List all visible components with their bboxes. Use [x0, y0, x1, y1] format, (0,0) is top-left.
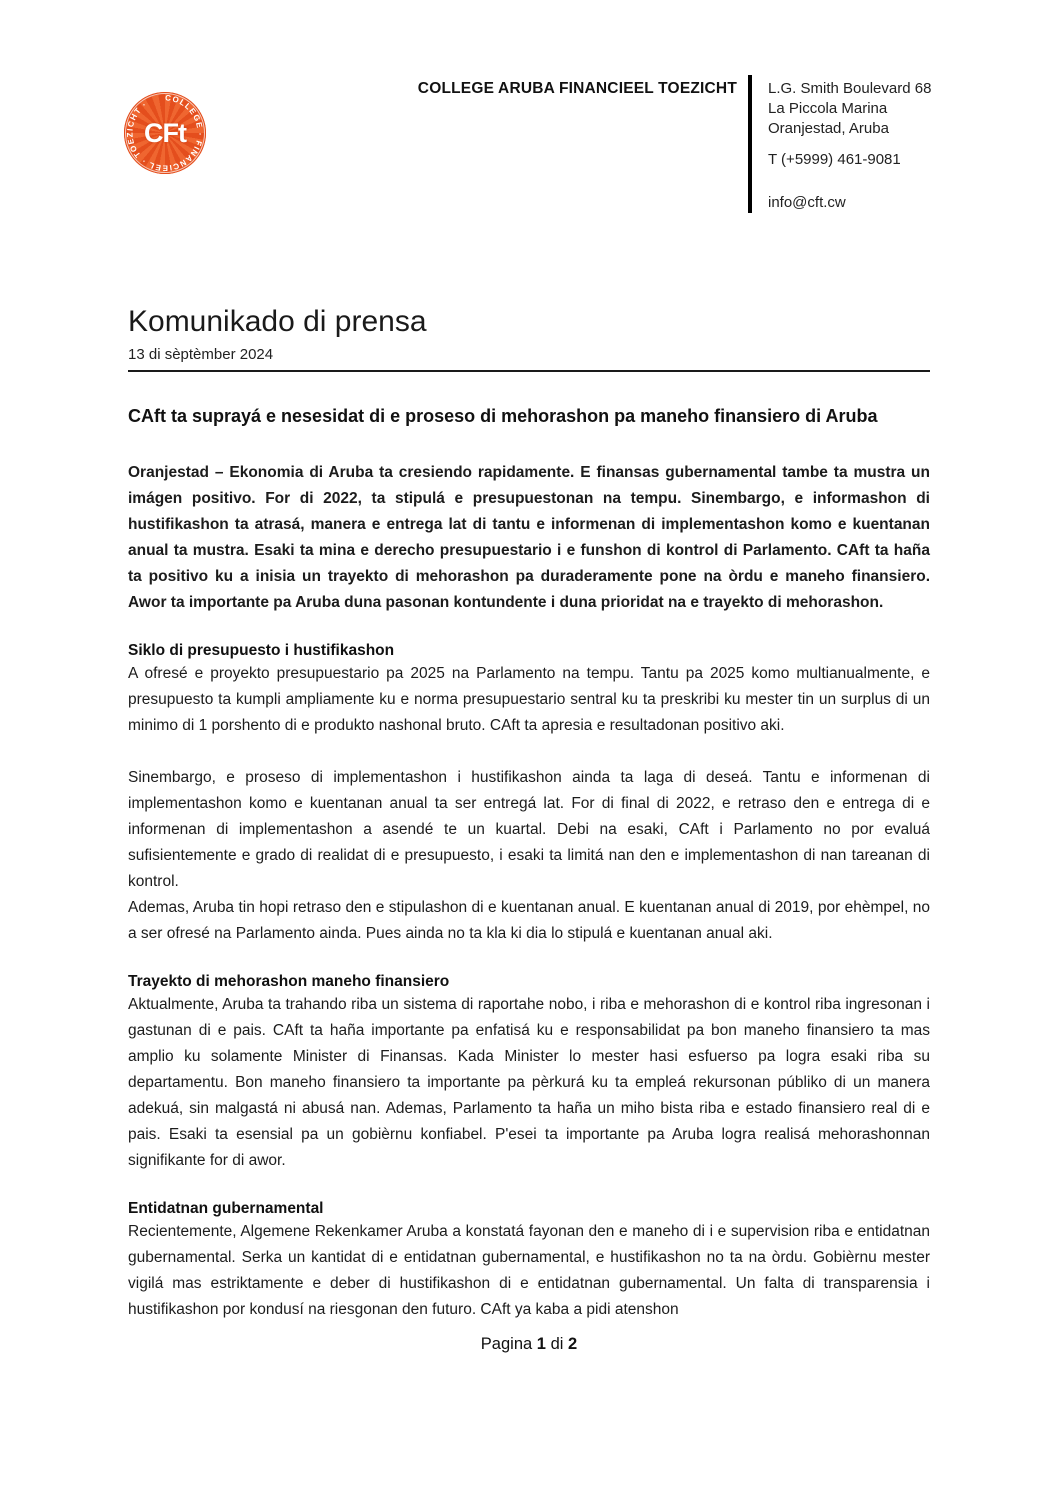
section-heading-siklo: Siklo di presupuesto i hustifikashon: [128, 642, 395, 659]
address-line-3: Oranjestad, Aruba: [768, 120, 889, 137]
svg-text:COLLEGE · FINANCIEEL · TOEZICH: COLLEGE · FINANCIEEL · TOEZICHT ·: [125, 93, 205, 173]
document-body: [0, 305, 1058, 1323]
footer-page-number: 1: [536, 1335, 546, 1353]
letterhead: [0, 0, 1058, 235]
footer-total-pages: 2: [568, 1335, 578, 1353]
section-heading-trayekto: Trayekto di mehorashon maneho finansiero: [128, 973, 450, 990]
section-heading-entidatnan: Entidatnan gubernamental: [128, 1200, 324, 1217]
cft-logo-text: CFt: [144, 117, 186, 148]
footer-of-label: di: [550, 1335, 564, 1353]
page-footer: [0, 1335, 1058, 1354]
organization-title: COLLEGE ARUBA FINANCIEEL TOEZICHT: [417, 80, 737, 97]
document-date: 13 di sèptèmber 2024: [128, 346, 274, 363]
paragraph: Recientemente, Algemene Rekenkamer Aruba a konstatá fayonan den e maneho di i e supervision riba e entidatnan gubernamental. Serka un kantidat di e entidatnan gubernamental, e hustifikashon no ta na òrdu. Gobièrnu mester vigilá mas estriktamente e deber di hustifikashon di e entidatnan gubernamental. Un falta di transparensia i hustifikashon por kondusí na riesgonan den futuro. CAft ya kaba a pidi atenshon: [128, 1223, 930, 1318]
cft-logo: [124, 92, 206, 174]
paragraph: Ademas, Aruba tin hopi retraso den e stipulashon di e kuentanan anual. E kuentanan anual di 2019, por ehèmpel, no a ser ofresé na Parlamento ainda. Pues ainda no ta kla ki dia lo stipulá e kuentanan anual aki.: [128, 899, 930, 942]
contact-block: [768, 79, 931, 213]
paragraph: Aktualmente, Aruba ta trahando riba un sistema di raportahe nobo, i riba e mehorashon di e kontrol riba ingresonan i gastunan di e pais. CAft ta haña importante pa enfatisá ku e responsabilidat pa bon maneho finansiero ta mas amplio ku solamente Minister di Finansas. Kada Minister lo mester hasi esfuerso pa logra esaki riba su departamentu. Bon maneho finansiero ta importante pa pèrkurá ku ta empleá rekursonan públiko di un manera adekuá, sin malgastá ni abusá nan. Ademas, Parlamento ta haña un miho bista riba e estado finansiero real di e pais. Esaki ta esensial pa un gobièrnu konfiabel. P'esei ta importante pa Aruba logra realisá mehorashonnan signifikante for di awor.: [128, 996, 930, 1169]
phone-number: T (+5999) 461-9081: [768, 151, 901, 168]
header-divider: [748, 75, 752, 213]
paragraph: A ofresé e proyekto presupuestario pa 2025 na Parlamento na tempu. Tantu pa 2025 komo multianualmente, e presupuesto ta kumpli ampliamente ku e norma presupuestario sentral ku ta preskribi ku mester tin un surplus di un minimo di 1 porshento di e produkto nashonal bruto. CAft ta apresia e resultadonan positivo aki.: [128, 665, 930, 734]
lead-paragraph: Oranjestad – Ekonomia di Aruba ta cresiendo rapidamente. E finansas gubernamental tambe ta mustra un imágen positivo. For di 2022, ta stipulá e presupuestonan na tempu. Sinembargo, e informashon di hustifikashon ta atrasá, manera e entrega lat di tantu e informenan di implementashon komo e kuentanan anual ta mustra. Esaki ta mina e derecho presupuestario i e funshon di kontrol di Parlamento. CAft ta haña ta positivo ku a inisia un trayekto di mehorashon pa duraderamente pone na òrdu e maneho finansiero. Awor ta importante pa Aruba duna pasonan kontundente i duna prioridat na e trayekto di mehorashon.: [128, 464, 930, 611]
paragraph: Sinembargo, e proseso di implementashon i hustifikashon ainda ta laga di deseá. Tantu e informenan di implementashon komo e kuentanan anual ta ser entregá lat. For di final di 2022, e retraso den e entrega di e informenan di implementashon a asendé te un kuartal. Debi na esaki, CAft i Parlamento no por evaluá sufisientemente e grado di realidat di e presupuesto, i esaki ta limitá nan den e implementashon di nan tareanan di kontrol.: [128, 769, 930, 890]
address-line-2: La Piccola Marina: [768, 100, 888, 117]
address-line-1: L.G. Smith Boulevard 68: [768, 80, 932, 97]
headline: CAft ta suprayá e nesesidat di e proseso di mehorashon pa maneho finansiero di Aruba: [128, 406, 878, 426]
email-address: info@cft.cw: [768, 194, 846, 211]
footer-label: Pagina: [480, 1335, 533, 1353]
title-rule: [128, 370, 930, 372]
document-title: Komunikado di prensa: [128, 305, 427, 338]
